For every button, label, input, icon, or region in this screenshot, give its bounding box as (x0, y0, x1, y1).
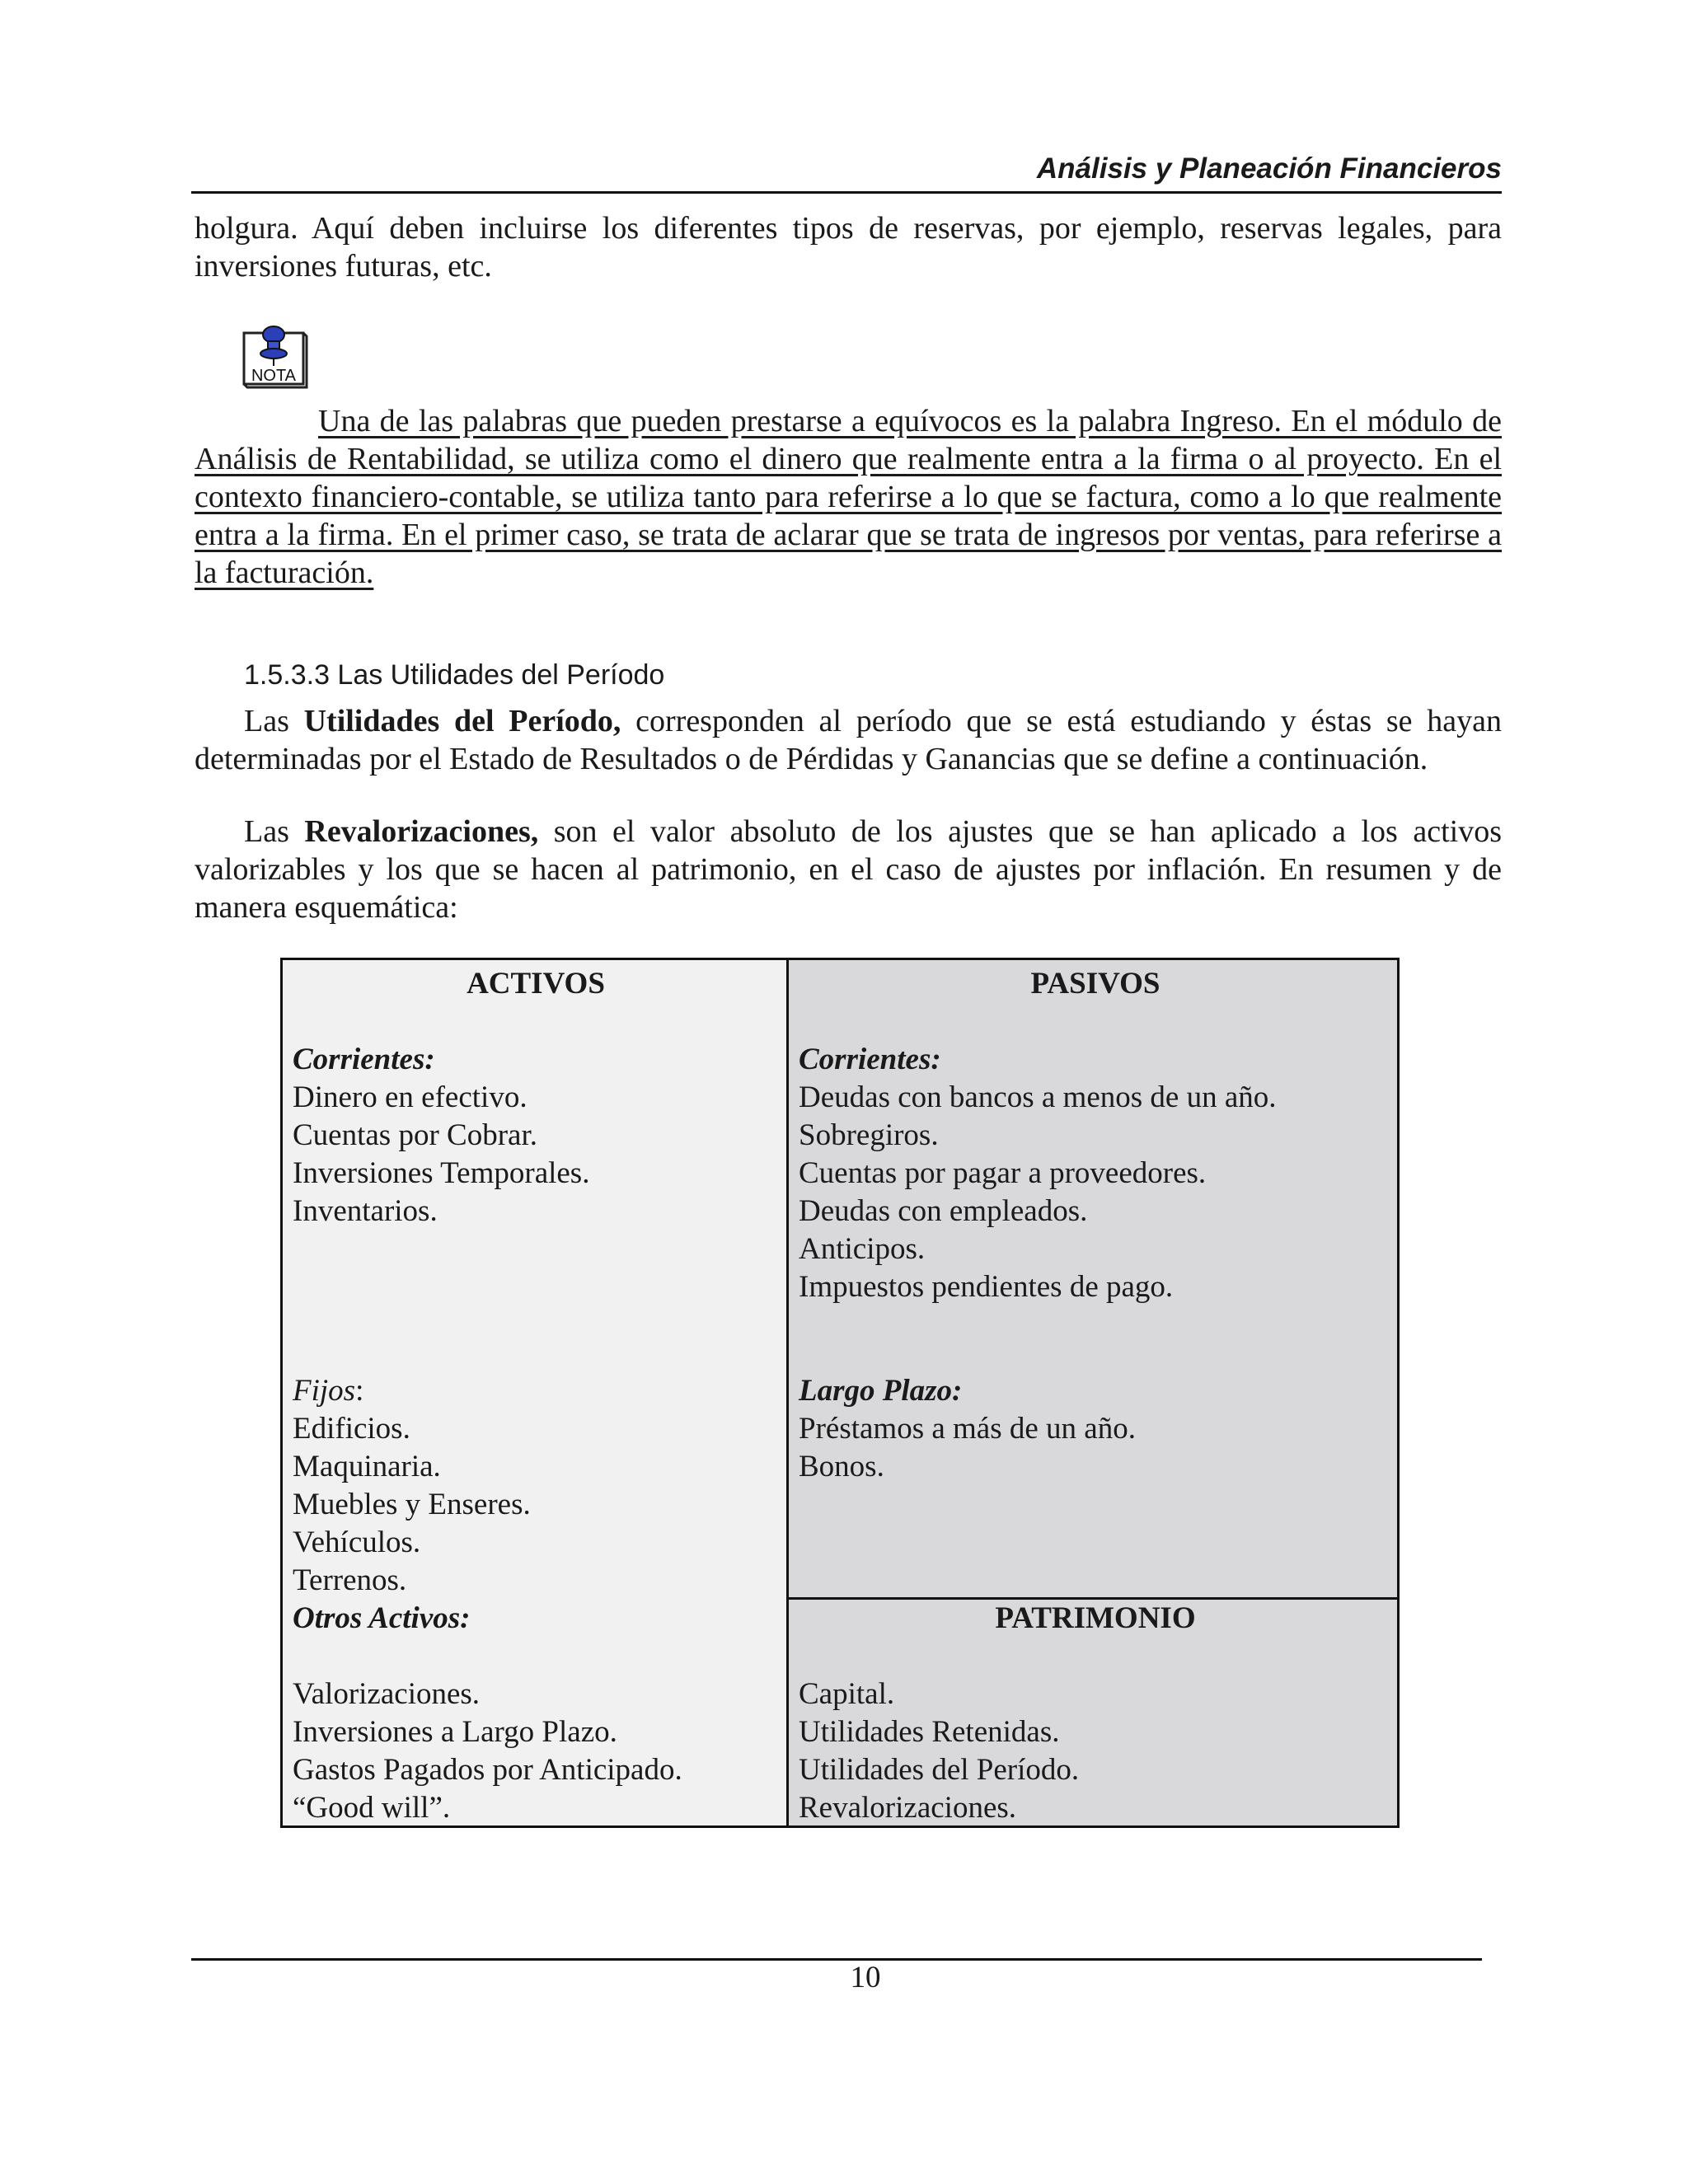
section-heading: 1.5.3.3 Las Utilidades del Período (244, 659, 665, 691)
largo-plazo-label: Largo Plazo: (799, 1374, 963, 1408)
running-header-title: Análisis y Planeación Financieros (1036, 152, 1502, 185)
patrimonio-cell (799, 1600, 1392, 1827)
activo-item: Edificios. (293, 1412, 410, 1446)
activo-item: Gastos Pagados por Anticipado. (293, 1753, 682, 1787)
pasivo-item: Deudas con empleados. (799, 1194, 1088, 1228)
activo-item: Muebles y Enseres. (293, 1488, 531, 1521)
activo-item: “Good will”. (293, 1791, 451, 1825)
otros-activos-label: Otros Activos: (293, 1601, 471, 1635)
p2-rest: son el valor absoluto de los ajustes que se han aplicado a los activos valorizables y los que se hacen al patrimonio, en el caso de ajustes por inflación. En resumen y de manera esquemática: (195, 814, 1502, 925)
patrimonio-item: Capital. (799, 1677, 895, 1711)
activos-fijos-label: Fijos (293, 1374, 356, 1408)
pasivo-item: Préstamos a más de un año. (799, 1412, 1136, 1446)
pasivos-largo-plazo-cell (799, 1372, 1392, 1486)
activo-item: Valorizaciones. (293, 1677, 481, 1711)
balance-sheet-table (280, 958, 1400, 1828)
activo-item: Maquinaria. (293, 1450, 441, 1483)
p2-bold-term: Revalorizaciones, (304, 814, 539, 849)
activo-item: Terrenos. (293, 1563, 407, 1597)
pasivo-item: Bonos. (799, 1450, 884, 1483)
patrimonio-item: Revalorizaciones. (799, 1791, 1017, 1825)
note-text: Una de las palabras que pueden prestarse a equívocos es la palabra Ingreso. En el módulo de Análisis de Rentabilidad, se utiliza como el dinero que realmente entra a la firma o al proyecto. En el contexto financiero-contable, se utiliza tanto para referirse a lo que se factura, como a lo que realmente entra a la firma. En el primer caso, se trata de aclarar que se trata de ingresos por ventas, para referirse a la facturación. (195, 404, 1502, 590)
pasivos-corrientes-label: Corrientes: (799, 1043, 941, 1076)
note-paragraph (195, 402, 1502, 592)
activo-item: Inventarios. (293, 1194, 438, 1228)
activo-item: Inversiones a Largo Plazo. (293, 1715, 617, 1749)
activos-corrientes-cell (293, 965, 779, 1230)
p1-prefix: Las (244, 704, 304, 738)
revalorizaciones-paragraph (195, 813, 1502, 926)
pasivo-item: Anticipos. (799, 1232, 926, 1266)
pasivo-item: Sobregiros. (799, 1118, 939, 1152)
activos-title: ACTIVOS (467, 967, 605, 1001)
nota-label: NOTA (251, 367, 297, 385)
patrimonio-item: Utilidades del Período. (799, 1753, 1080, 1787)
pasivos-title: PASIVOS (1030, 967, 1160, 1001)
patrimonio-item: Utilidades Retenidas. (799, 1715, 1060, 1749)
activos-corrientes-label: Corrientes: (293, 1043, 435, 1076)
pasivos-corrientes-cell (799, 965, 1392, 1306)
header-rule (191, 191, 1502, 194)
activo-item: Dinero en efectivo. (293, 1080, 528, 1114)
pasivo-item: Impuestos pendientes de pago. (799, 1270, 1174, 1304)
intro-paragraph: holgura. Aquí deben incluirse los diferentes tipos de reservas, por ejemplo, reservas legales, para inversiones futuras, etc. (195, 211, 1502, 284)
activo-item: Inversiones Temporales. (293, 1156, 590, 1190)
patrimonio-title: PATRIMONIO (995, 1601, 1196, 1635)
p1-rest: corresponden al período que se está estudiando y éstas se hayan determinadas por el Estado de Resultados o de Pérdidas y Ganancias que se define a continuación. (195, 704, 1503, 776)
activo-item: Vehículos. (293, 1526, 421, 1559)
fijos-colon: : (355, 1374, 364, 1408)
activos-fijos-cell (293, 1372, 779, 1827)
pasivo-item: Cuentas por pagar a proveedores. (799, 1156, 1207, 1190)
page-number: 10 (850, 1961, 881, 1994)
p1-bold-term: Utilidades del Período, (303, 704, 621, 738)
p2-prefix: Las (244, 814, 305, 849)
pasivo-item: Deudas con bancos a menos de un año. (799, 1080, 1277, 1114)
activo-item: Cuentas por Cobrar. (293, 1118, 537, 1152)
pushpin-nota-icon (241, 323, 308, 389)
utilidades-paragraph (195, 702, 1502, 778)
